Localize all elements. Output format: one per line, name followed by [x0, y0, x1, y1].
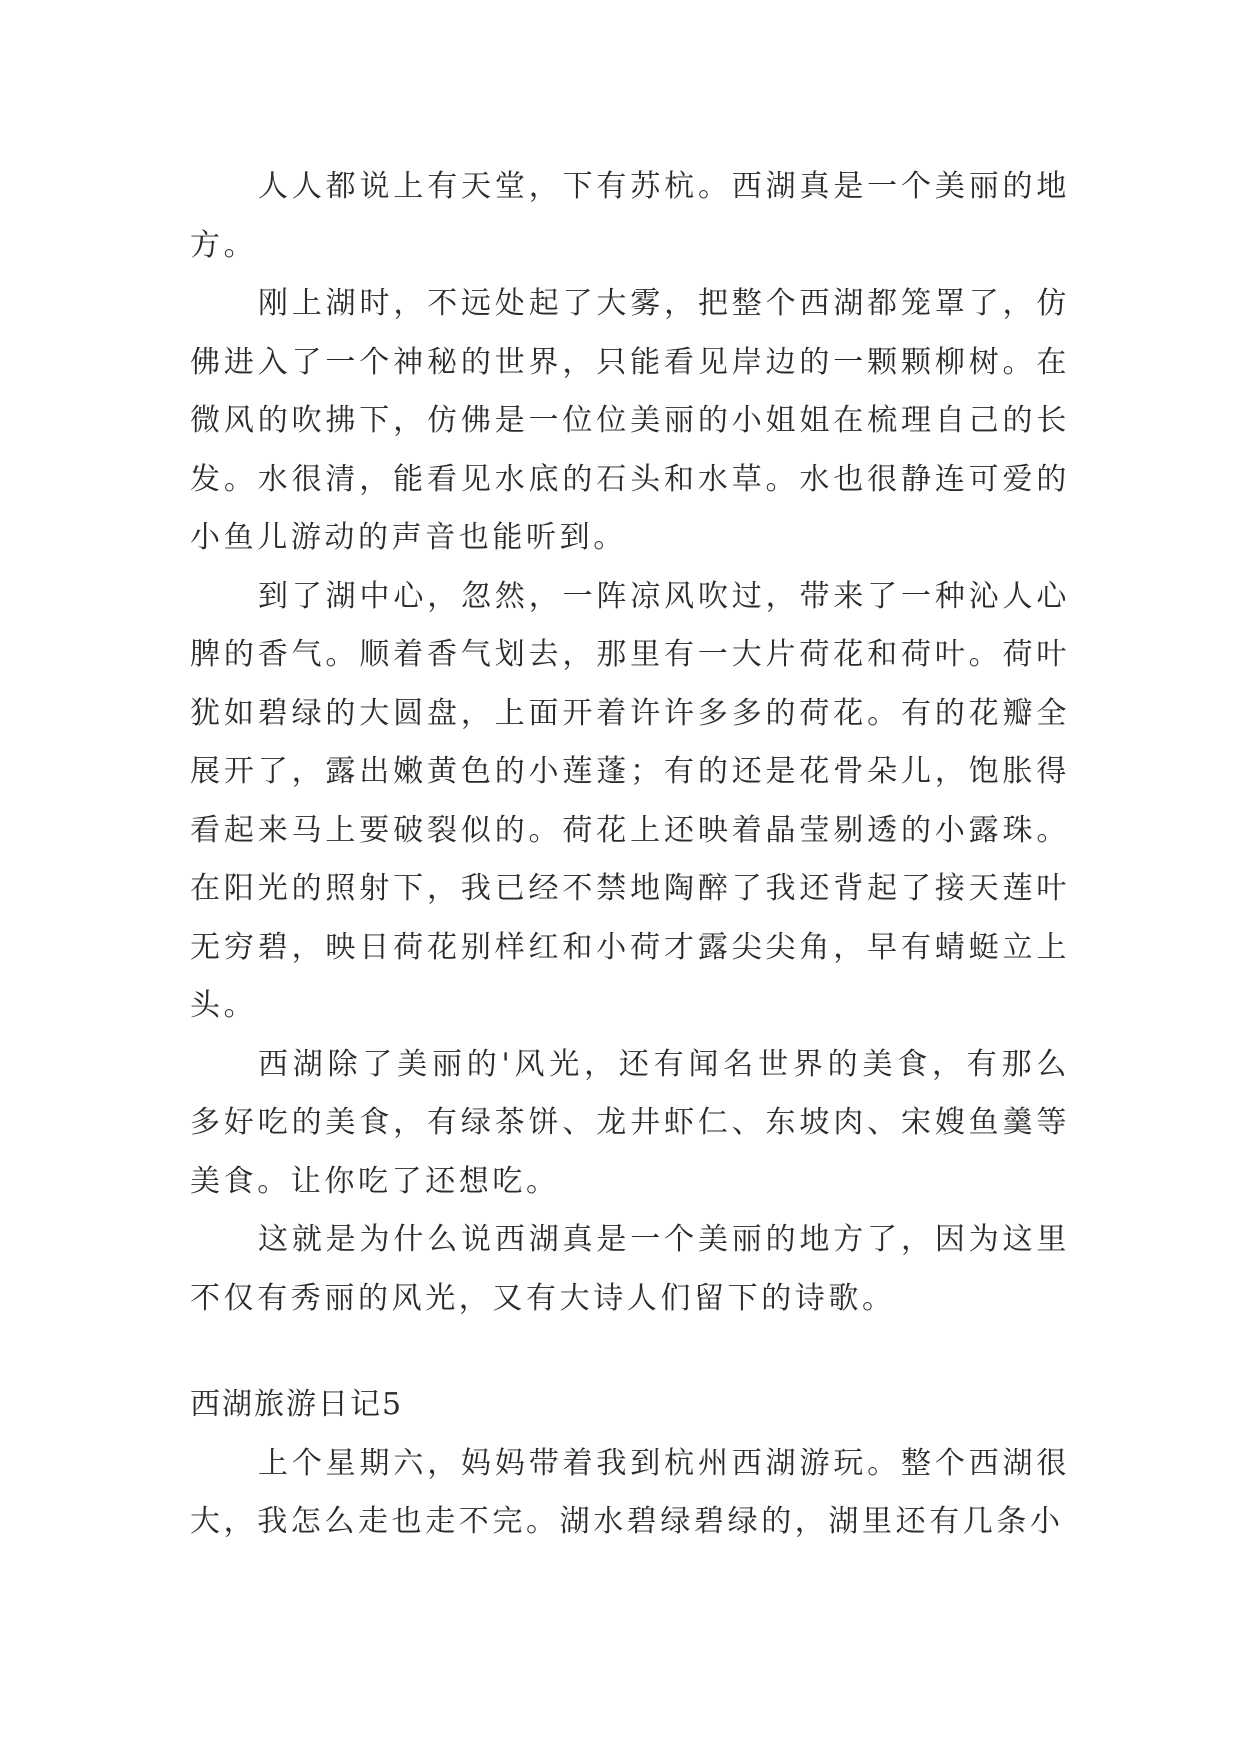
document-body	[190, 158, 1070, 1552]
paragraph: 这就是为什么说西湖真是一个美丽的地方了，因为这里不仅有秀丽的风光，又有大诗人们留下的诗歌。	[190, 1222, 1070, 1316]
section-heading: 西湖旅游日记5	[190, 1387, 404, 1422]
paragraph: 刚上湖时，不远处起了大雾，把整个西湖都笼罩了，仿佛进入了一个神秘的世界，只能看见岸边的一颗颗柳树。在微风的吹拂下，仿佛是一位位美丽的小姐姐在梳理自己的长发。水很清，能看见水底的石头和水草。水也很静连可爱的小鱼儿游动的声音也能听到。	[190, 286, 1070, 555]
paragraph: 西湖除了美丽的'风光，还有闻名世界的美食，有那么多好吃的美食，有绿茶饼、龙井虾仁、东坡肉、宋嫂鱼羹等美食。让你吃了还想吃。	[190, 1046, 1070, 1199]
paragraph: 到了湖中心，忽然，一阵凉风吹过，带来了一种沁人心脾的香气。顺着香气划去，那里有一大片荷花和荷叶。荷叶犹如碧绿的大圆盘，上面开着许许多多的荷花。有的花瓣全展开了，露出嫩黄色的小莲蓬；有的还是花骨朵儿，饱胀得看起来马上要破裂似的。荷花上还映着晶莹剔透的小露珠。在阳光的照射下，我已经不禁地陶醉了我还背起了接天莲叶无穷碧，映日荷花别样红和小荷才露尖尖角，早有蜻蜓立上头。	[190, 578, 1070, 1023]
paragraph: 上个星期六，妈妈带着我到杭州西湖游玩。整个西湖很大，我怎么走也走不完。湖水碧绿碧绿的，湖里还有几条小	[190, 1445, 1070, 1539]
paragraph: 人人都说上有天堂，下有苏杭。西湖真是一个美丽的地方。	[190, 169, 1070, 263]
